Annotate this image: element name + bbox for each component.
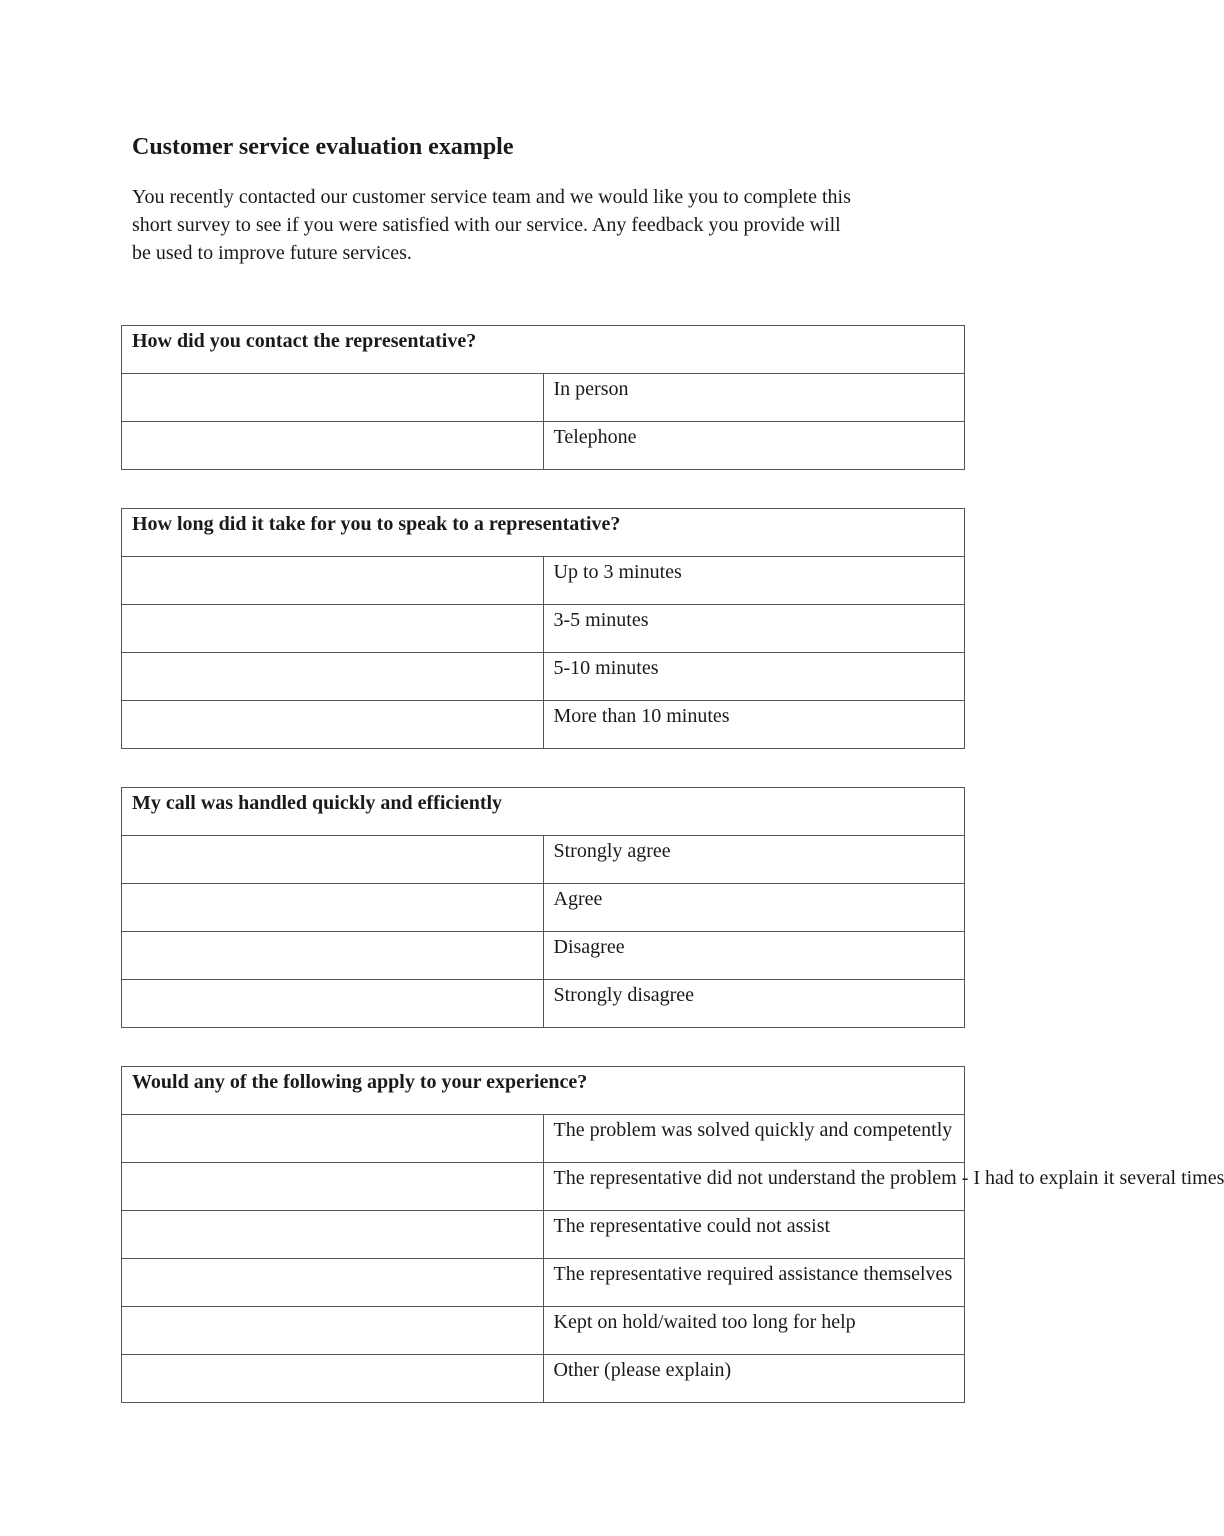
option-label: The representative required assistance themselves — [543, 1259, 965, 1307]
option-row — [122, 1259, 965, 1307]
option-row — [122, 1211, 965, 1259]
option-label: Kept on hold/waited too long for help — [543, 1307, 965, 1355]
question-row — [122, 509, 965, 557]
option-label: In person — [543, 374, 965, 422]
question-row — [122, 326, 965, 374]
option-label: Other (please explain) — [543, 1355, 965, 1403]
option-label: The representative could not assist — [543, 1211, 965, 1259]
question-row — [122, 1067, 965, 1115]
option-row — [122, 932, 965, 980]
question-table-experience — [121, 1066, 1224, 1403]
option-row — [122, 422, 965, 470]
intro-line: You recently contacted our customer service team and we would like you to complete this — [132, 186, 851, 208]
option-row — [122, 1355, 965, 1403]
question-heading: How long did it take for you to speak to a representative? — [122, 509, 965, 557]
option-label: Up to 3 minutes — [543, 557, 965, 605]
option-checkbox[interactable] — [122, 980, 544, 1028]
option-checkbox[interactable] — [122, 701, 544, 749]
option-label: 3-5 minutes — [543, 605, 965, 653]
option-row — [122, 701, 965, 749]
option-row — [122, 374, 965, 422]
option-label: The representative did not understand the problem - I had to explain it several times — [543, 1163, 965, 1211]
option-label: Telephone — [543, 422, 965, 470]
option-checkbox[interactable] — [122, 1355, 544, 1403]
option-row — [122, 980, 965, 1028]
option-label: Strongly disagree — [543, 980, 965, 1028]
option-checkbox[interactable] — [122, 653, 544, 701]
question-heading: How did you contact the representative? — [122, 326, 965, 374]
option-label: The problem was solved quickly and competently — [543, 1115, 965, 1163]
option-label: Strongly agree — [543, 836, 965, 884]
option-row — [122, 605, 965, 653]
question-table-call-handling — [121, 787, 965, 1028]
option-checkbox[interactable] — [122, 932, 544, 980]
option-checkbox[interactable] — [122, 836, 544, 884]
option-label: Agree — [543, 884, 965, 932]
option-checkbox[interactable] — [122, 884, 544, 932]
intro-paragraph — [132, 183, 952, 267]
question-row — [122, 788, 965, 836]
intro-line: short survey to see if you were satisfied with our service. Any feedback you provide will — [132, 214, 841, 236]
question-table-contact-method — [121, 325, 965, 470]
option-row — [122, 1163, 965, 1211]
question-heading: My call was handled quickly and efficiently — [122, 788, 965, 836]
option-row — [122, 884, 965, 932]
option-label: 5-10 minutes — [543, 653, 965, 701]
option-checkbox[interactable] — [122, 1259, 544, 1307]
option-label: Disagree — [543, 932, 965, 980]
option-checkbox[interactable] — [122, 374, 544, 422]
option-checkbox[interactable] — [122, 1115, 544, 1163]
option-row — [122, 1115, 965, 1163]
option-checkbox[interactable] — [122, 422, 544, 470]
option-checkbox[interactable] — [122, 1307, 544, 1355]
page-title: Customer service evaluation example — [132, 134, 514, 160]
option-checkbox[interactable] — [122, 1211, 544, 1259]
option-checkbox[interactable] — [122, 605, 544, 653]
option-row — [122, 653, 965, 701]
option-row — [122, 557, 965, 605]
option-checkbox[interactable] — [122, 1163, 544, 1211]
option-checkbox[interactable] — [122, 557, 544, 605]
option-row — [122, 836, 965, 884]
option-row — [122, 1307, 965, 1355]
question-table-wait-time — [121, 508, 965, 749]
question-heading: Would any of the following apply to your experience? — [122, 1067, 965, 1115]
option-label: More than 10 minutes — [543, 701, 965, 749]
intro-line: be used to improve future services. — [132, 242, 412, 264]
